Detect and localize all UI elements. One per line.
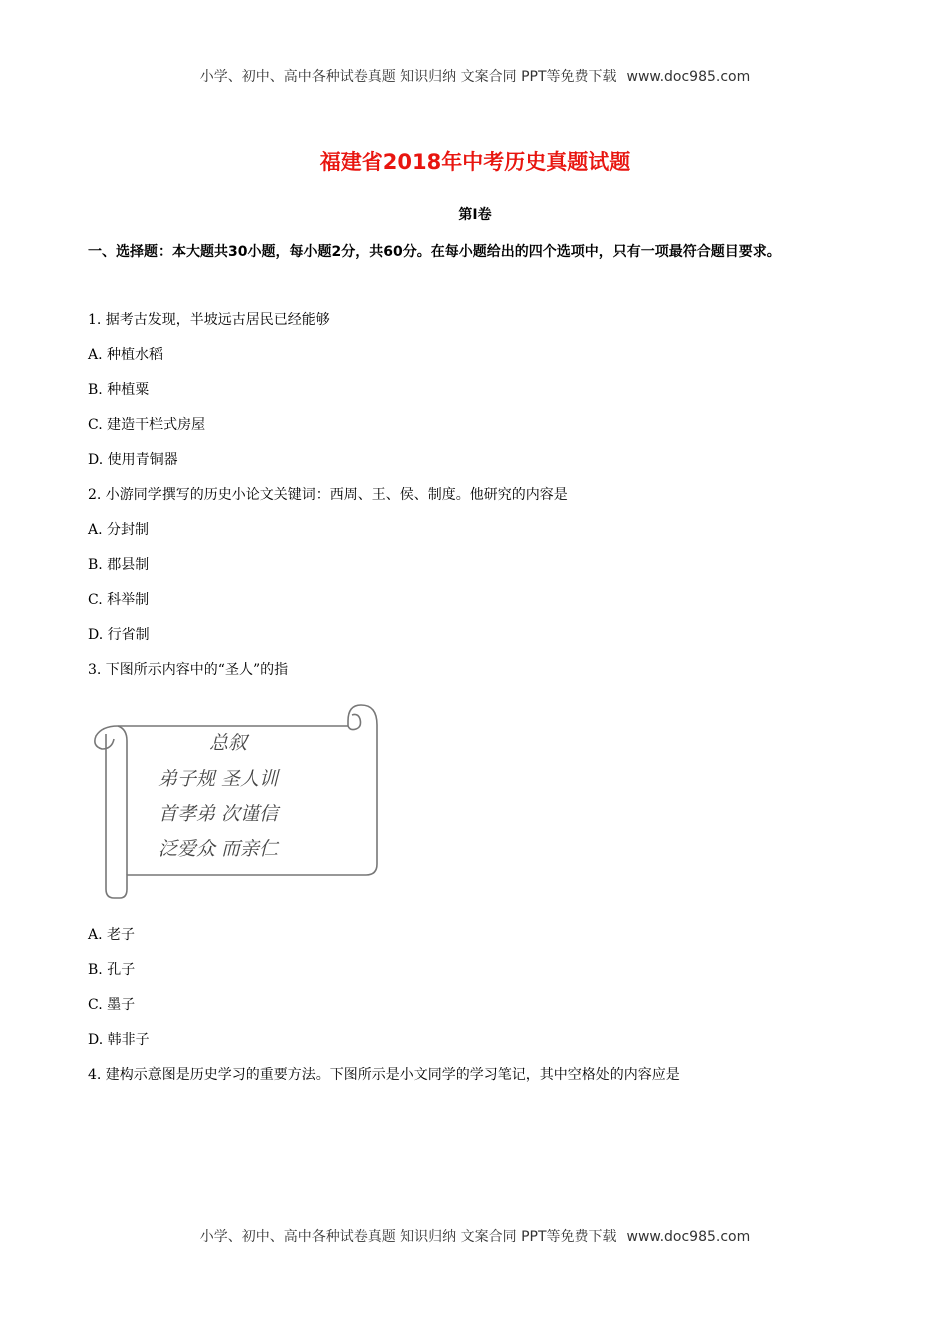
scroll-line-3: 泛爱众 而亲仁: [158, 838, 279, 860]
question-2-stem: 2. 小游同学撰写的历史小论文关键词：西周、王、侯、制度。他研究的内容是: [88, 487, 568, 503]
question-2-option-a: A. 分封制: [88, 522, 150, 538]
question-1-option-d: D. 使用青铜器: [88, 452, 178, 468]
question-3-option-b: B. 孔子: [88, 962, 136, 978]
question-list: [88, 308, 863, 1098]
section-instruction: 一、选择题：本大题共30小题，每小题2分，共60分。在每小题给出的四个选项中，只有一项最符合题目要求。: [88, 244, 781, 260]
scroll-left-roll: [118, 726, 127, 875]
volume-heading: 第I卷: [458, 207, 492, 223]
question-4-stem: 4. 建构示意图是历史学习的重要方法。下图所示是小文同学的学习笔记，其中空格处的内容应是: [88, 1067, 680, 1083]
question-1-option-b: B. 种植粟: [88, 382, 150, 398]
scroll-heading: 总叙: [208, 732, 248, 754]
scroll-illustration: [88, 701, 388, 911]
page-footer: [0, 1226, 950, 1246]
footer-site-link[interactable]: www.doc985.com: [626, 1229, 751, 1245]
question-3-stem: 3. 下图所示内容中的“圣人”的指: [88, 662, 289, 678]
question-3-option-d: D. 韩非子: [88, 1032, 150, 1048]
question-1-option-a: A. 种植水稻: [88, 347, 164, 363]
page-header: [0, 66, 950, 86]
question-1-option-c: C. 建造干栏式房屋: [88, 417, 206, 433]
question-2-option-b: B. 郡县制: [88, 557, 150, 573]
scroll-line-2: 首孝弟 次谨信: [158, 803, 279, 825]
header-site-link[interactable]: www.doc985.com: [626, 69, 751, 85]
question-3-option-c: C. 墨子: [88, 997, 136, 1013]
scroll-line-1: 弟子规 圣人训: [158, 768, 279, 790]
scroll-figure: [88, 693, 863, 923]
question-2-option-d: D. 行省制: [88, 627, 150, 643]
scroll-right-roll: [348, 715, 361, 730]
question-3-option-a: A. 老子: [88, 927, 136, 943]
page-title: 福建省2018年中考历史真题试题: [319, 150, 631, 174]
header-text: 小学、初中、高中各种试卷真题 知识归纳 文案合同 PPT等免费下载: [199, 69, 617, 85]
question-2-option-c: C. 科举制: [88, 592, 150, 608]
footer-text: 小学、初中、高中各种试卷真题 知识归纳 文案合同 PPT等免费下载: [199, 1229, 617, 1245]
question-1-stem: 1. 据考古发现，半坡远古居民已经能够: [88, 312, 330, 328]
